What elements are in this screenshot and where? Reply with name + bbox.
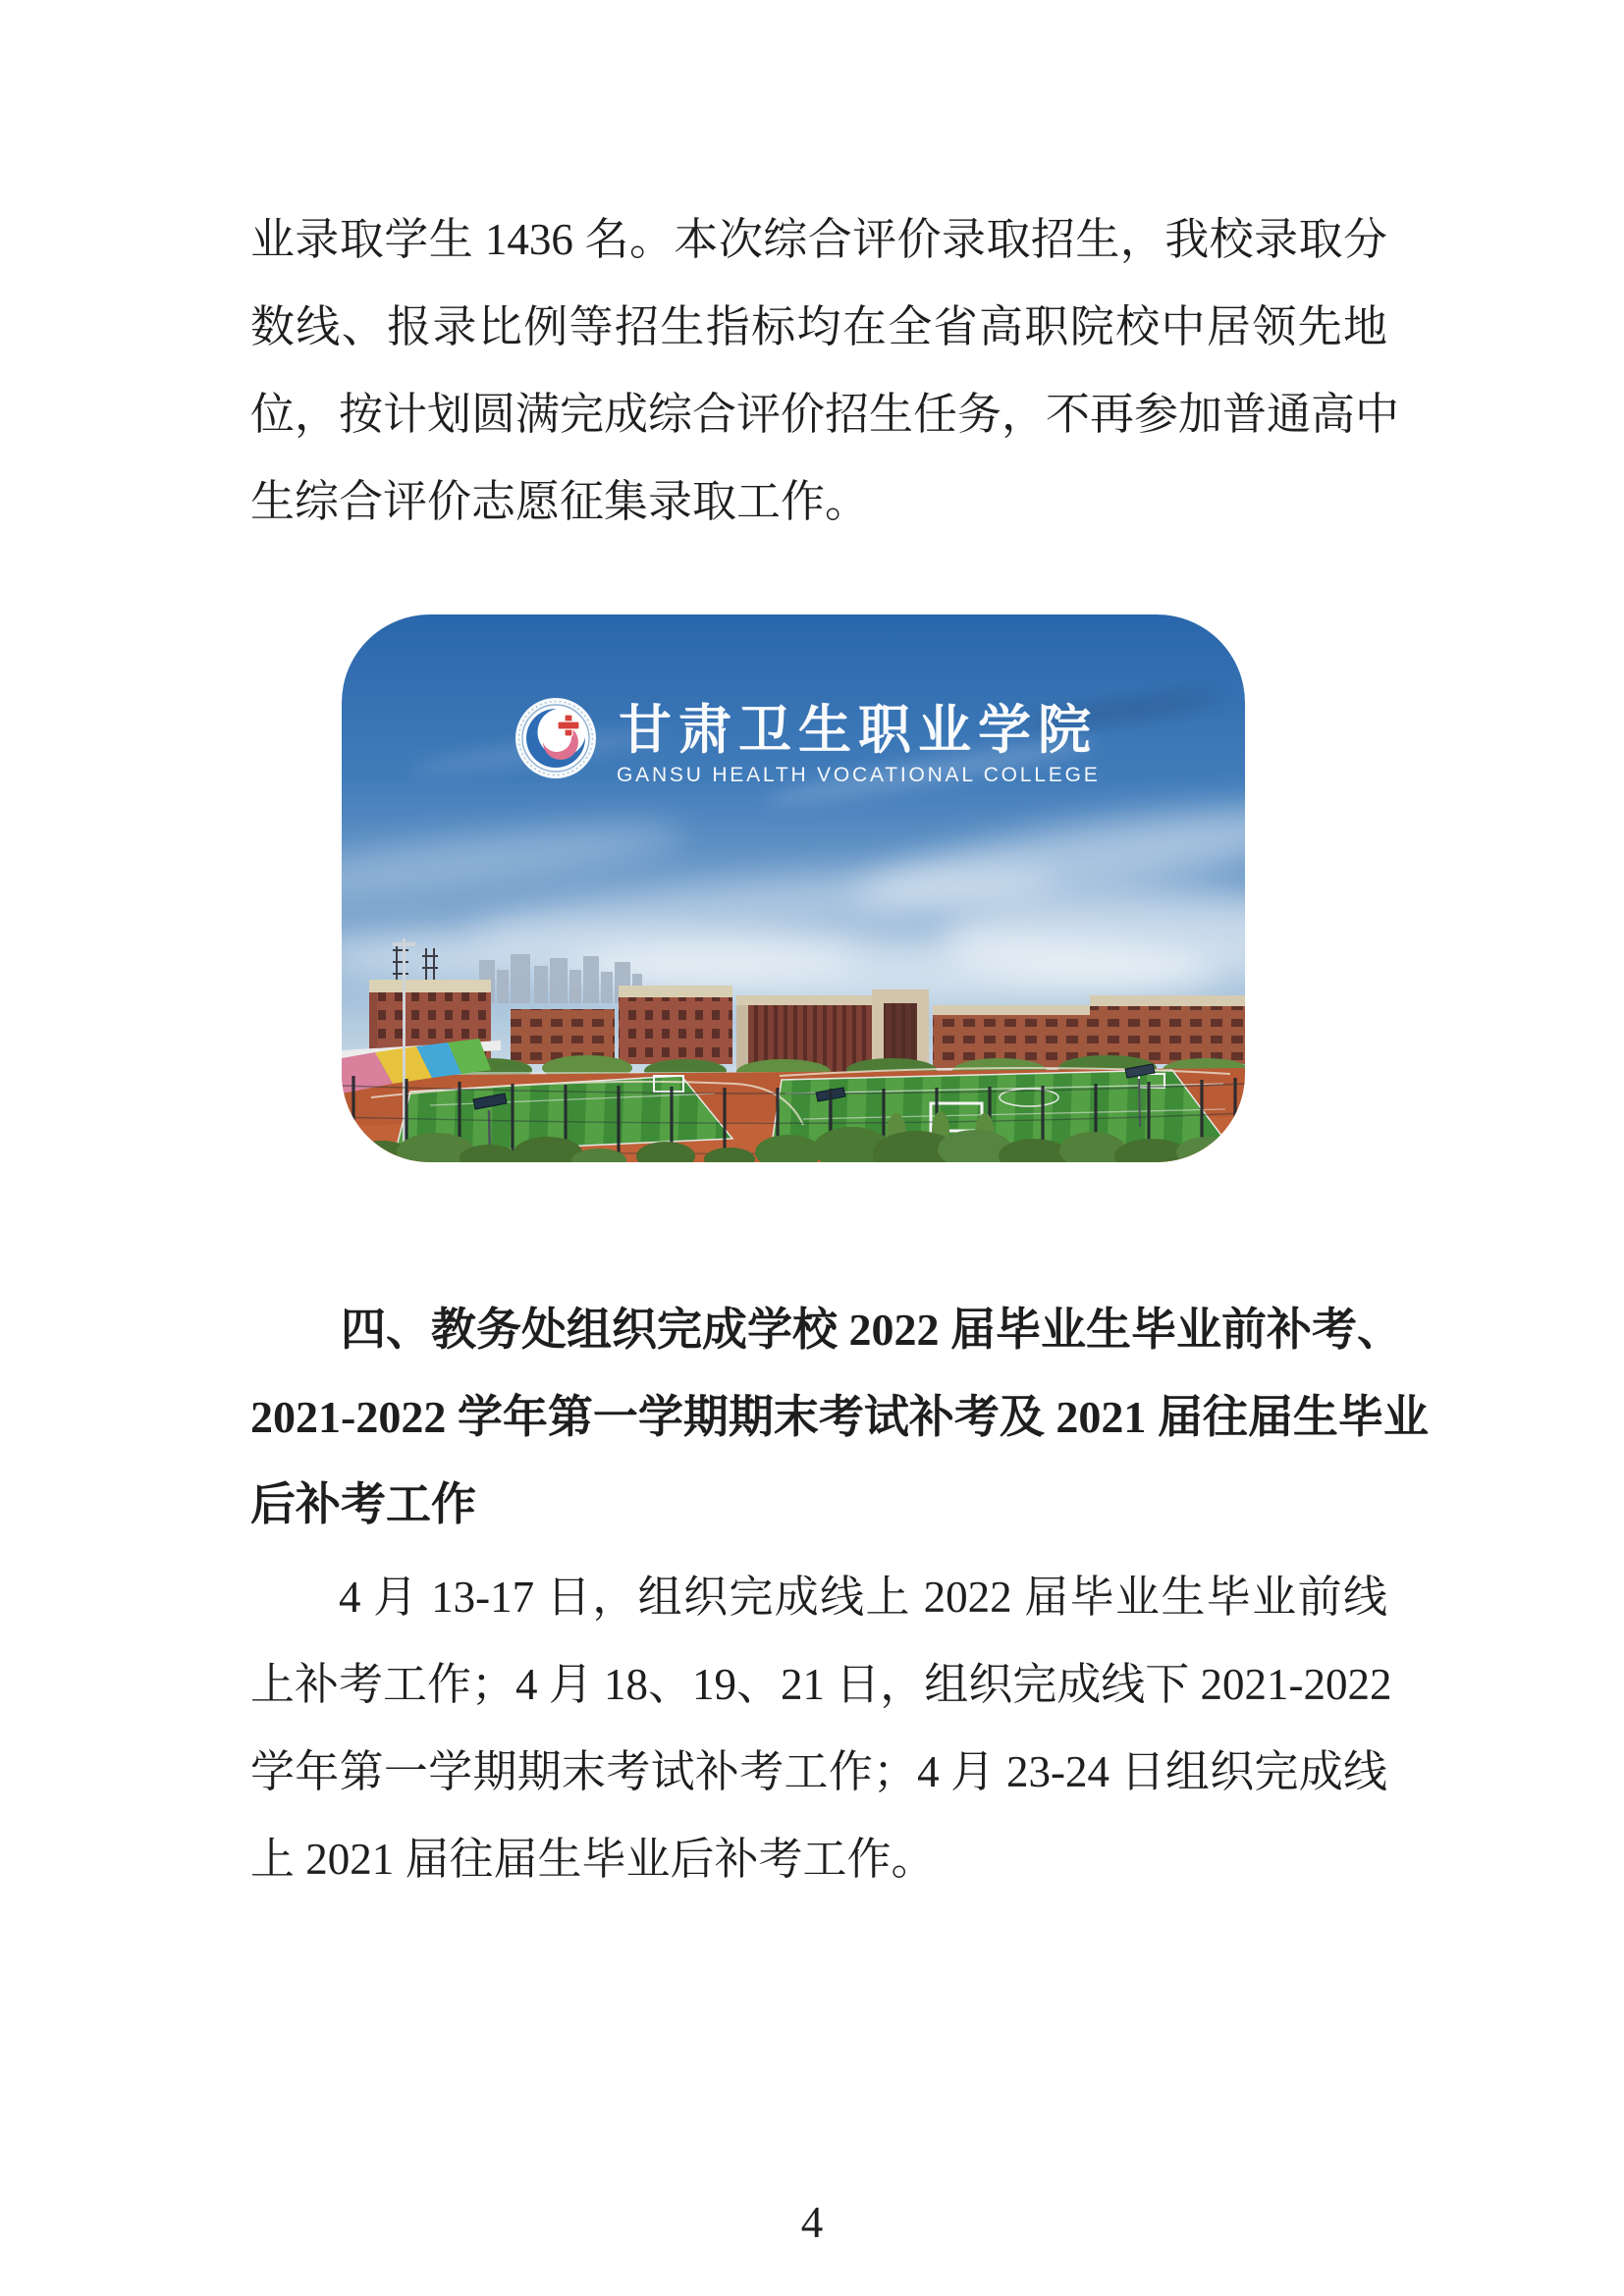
text-line: 生综合评价志愿征集录取工作。 [250,477,870,526]
section-4-heading [250,1286,1429,1548]
text-line: 业录取学生 1436 名。本次综合评价录取招生，我校录取分 [250,215,1387,264]
text-line: 学年第一学期期末考试补考工作；4 月 23-24 日组织完成线 [250,1747,1387,1796]
campus-photo-illustration [342,614,1245,1162]
heading-line: 后补考工作 [250,1479,476,1529]
heading-line: 2021-2022 学年第一学期期末考试补考及 2021 届往届生毕业 [250,1392,1429,1442]
paragraph-enrollment-summary [250,196,1400,546]
paragraph-makeup-exams [250,1554,1392,1903]
text-line: 上 2021 届往届生毕业后补考工作。 [250,1835,936,1884]
text-line: 上补考工作；4 月 18、19、21 日，组织完成线下 2021-2022 [250,1660,1392,1709]
campus-photo [342,614,1245,1162]
college-logo [515,698,596,778]
second-building [619,986,732,1064]
heading-line: 四、教务处组织完成学校 2022 届毕业生毕业前补考、 [341,1305,1402,1355]
text-line: 4 月 13-17 日，组织完成线上 2022 届毕业生毕业前线 [339,1573,1387,1622]
college-name-zh: 甘肃卫生职业学院 [619,701,1098,760]
text-line: 数线、报录比例等招生指标均在全省高职院校中居领先地 [250,302,1387,351]
page-number: 4 [800,2198,824,2247]
college-name-en: GANSU HEALTH VOCATIONAL COLLEGE [617,764,1101,786]
text-line: 位，按计划圆满完成综合评价招生任务，不再参加普通高中 [250,390,1400,439]
